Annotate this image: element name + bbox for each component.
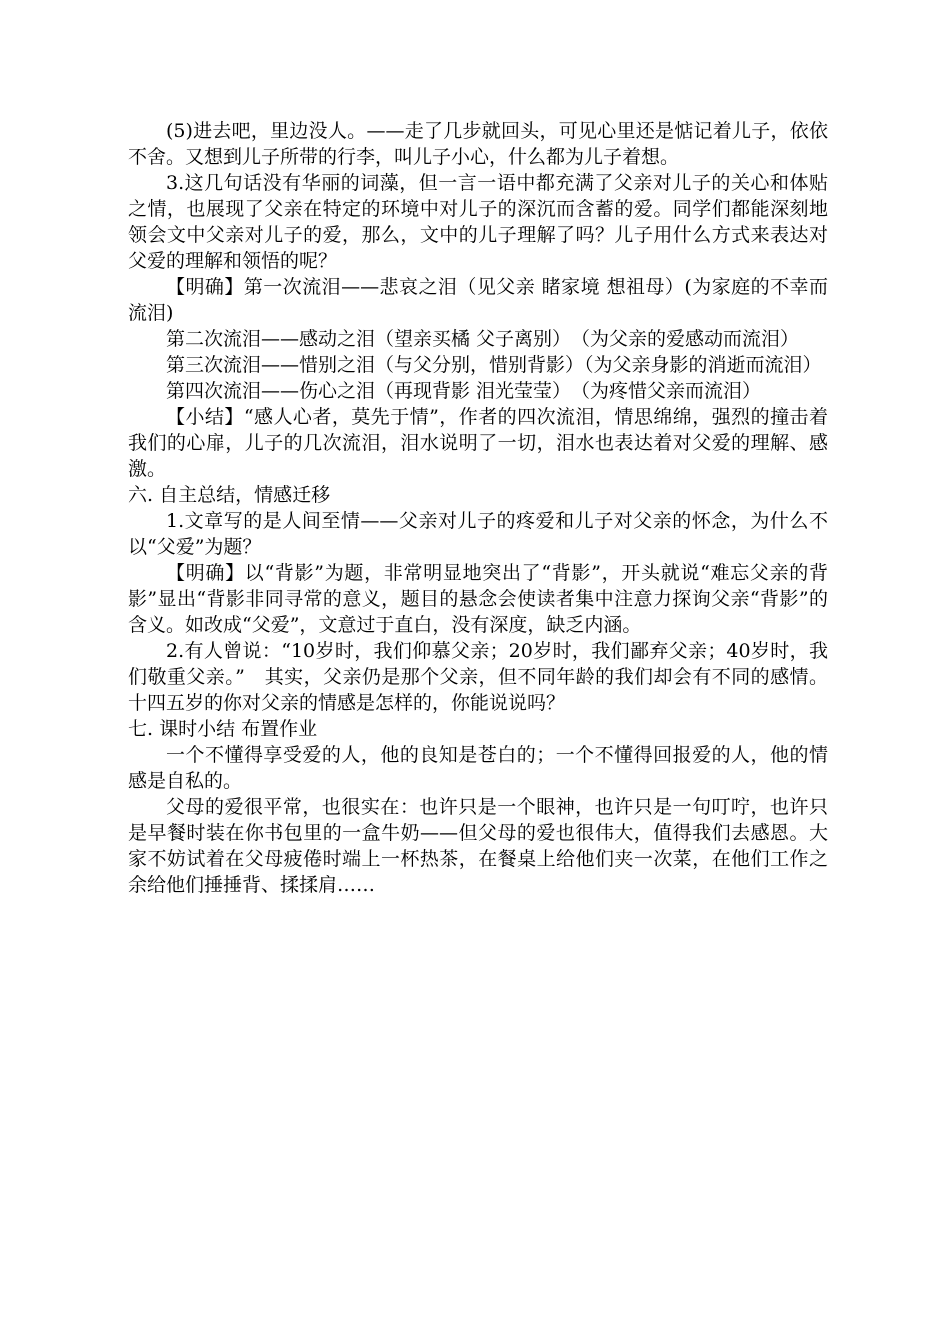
paragraph-parents-love: 父母的爱很平常，也很实在：也许只是一个眼神，也许只是一句叮咛，也许只是早餐时装在你书包里的一盒牛奶——但父母的爱也很伟大，值得我们去感恩。大家不妨试着在父母疲倦时端上一杯热茶，在餐桌上给他们夹一次菜，在他们工作之余给他们捶捶背、揉揉肩…… <box>128 796 828 896</box>
paragraph-fourth-tears: 第四次流泪——伤心之泪（再现背影 泪光莹莹） （为疼惜父亲而流泪） <box>166 380 762 402</box>
paragraph-love-reflection: 一个不懂得享受爱的人，他的良知是苍白的；一个不懂得回报爱的人，他的情感是自私的。 <box>128 744 828 792</box>
section-heading-6: 六. 自主总结，情感迁移 <box>128 484 331 506</box>
paragraph-question-2: 2.有人曾说：“10岁时，我们仰慕父亲；20岁时，我们鄙弃父亲；40岁时，我们敬重父亲。” 其实，父亲仍是那个父亲，但不同年龄的我们却会有不同的感情。十四五岁的你对父亲的情感是怎样的，你能说说吗？ <box>128 640 828 714</box>
paragraph-first-tears: 【明确】第一次流泪——悲哀之泪（见父亲 睹家境 想祖母）(为家庭的不幸而流泪) <box>128 276 828 324</box>
paragraph-question-3: 3.这几句话没有华丽的词藻，但一言一语中都充满了父亲对儿子的关心和体贴之情，也展现了父亲在特定的环境中对儿子的深沉而含蓄的爱。同学们都能深刻地领会文中父亲对儿子的爱，那么，文中的儿子理解了吗？儿子用什么方式来表达对父爱的理解和领悟的呢？ <box>128 172 828 272</box>
paragraph-summary: 【小结】“感人心者，莫先于情”，作者的四次流泪，情思绵绵，强烈的撞击着我们的心扉，儿子的几次流泪，泪水说明了一切，泪水也表达着对父爱的理解、感激。 <box>128 406 828 480</box>
paragraph-third-tears: 第三次流泪——惜别之泪（与父分别，惜别背影）（为父亲身影的消逝而流泪） <box>166 354 822 376</box>
paragraph-answer-1: 【明确】以“背影”为题，非常明显地突出了“背影”，开头就说“难忘父亲的背影”显出“背影非同寻常的意义，题目的悬念会使读者集中注意力探询父亲“背影”的含义。如改成“父爱”，文意过于直白，没有深度，缺乏内涵。 <box>128 562 828 636</box>
section-heading-7: 七. 课时小结 布置作业 <box>128 718 318 740</box>
document-body <box>128 118 828 898</box>
paragraph-farewell-analysis: (5)进去吧，里边没人。——走了几步就回头，可见心里还是惦记着儿子，依依不舍。又想到儿子所带的行李，叫儿子小心，什么都为儿子着想。 <box>128 120 828 168</box>
paragraph-second-tears: 第二次流泪——感动之泪（望亲买橘 父子离别） （为父亲的爱感动而流泪） <box>166 328 800 350</box>
paragraph-question-1: 1.文章写的是人间至情——父亲对儿子的疼爱和儿子对父亲的怀念，为什么不以“父爱”为题？ <box>128 510 828 558</box>
